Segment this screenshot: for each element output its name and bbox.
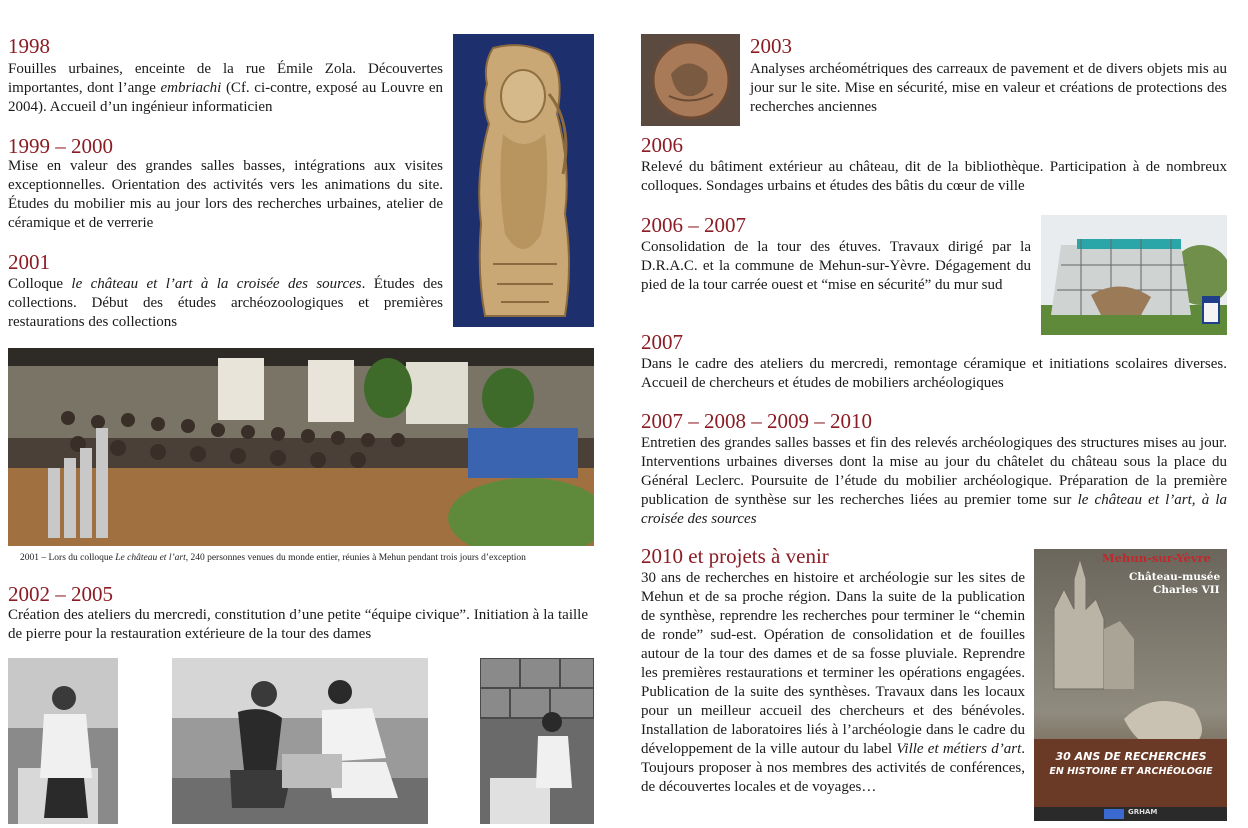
colloquium-photo	[8, 348, 594, 546]
stone-cutting-photo	[480, 658, 594, 824]
entry-text: Mise en valeur des grandes salles basses, intégrations aux visites exceptionnelles. Orientation des activités vers les animations du site. Études du mobilier mis au jour lors des recherches urbaines, atelier de céramique et de verrerie	[8, 158, 443, 231]
cover-museum: Château-musée	[1129, 571, 1221, 583]
angel-carving-photo	[453, 34, 594, 327]
entry-text: Consolidation de la tour des étuves. Travaux dirigé par la D.R.A.C. et la commune de Mehun-sur-Yèvre. Dégagement du pied de la tour carrée ouest et “mise en sécurité” du mur sud	[641, 239, 1031, 293]
cover-museum: Charles VII	[1153, 584, 1220, 596]
entry-text: Dans le cadre des ateliers du mercredi, remontage céramique et initiations scolaires diverses. Accueil de chercheurs et études de mobiliers archéologiques	[641, 356, 1227, 391]
year-heading: 2006 – 2007	[641, 213, 746, 237]
entry-text: 30 ans de recherches en histoire et archéologie sur les sites de Mehun et de sa proche région. Dans la suite de la publication de synthèse, reprendre les recherches pour terminer le “chemin de ronde” sud-est. Opération de consolidation et de fouilles autour de la tour des dames et de sa fosse pluviale. Reprendre les premières restaurations et terminer les opérations engagées. Publication de la suite des synthèses. Travaux dans les locaux pour un meilleur accueil des chercheurs et des bénévoles. Installation de laboratoires liés à l’archéologie dans le cadre du développement de la ville autour du label Ville et métiers d’art. Toujours proposer à nos membres des activités de conférences, de découvertes locales et de voyages…	[641, 570, 1025, 795]
year-heading: 2002 – 2005	[8, 582, 113, 606]
photo-caption: 2001 – Lors du colloque Le château et l’art, 240 personnes venues du monde entier, réunies à Mehun pendant trois jours d’exception	[20, 553, 526, 563]
year-heading: 2007	[641, 330, 683, 354]
year-heading: 2001	[8, 250, 50, 274]
stone-cutting-photo	[8, 658, 118, 824]
year-heading: 2007 – 2008 – 2009 – 2010	[641, 409, 872, 433]
entry-text: Analyses archéométriques des carreaux de pavement et de divers objets mis au jour sur le site. Mise en sécurité, mise en valeur et créations de protections des recherches anciennes	[750, 61, 1227, 115]
cover-headline: 30 ANS DE RECHERCHES	[1055, 750, 1207, 763]
cover-city: Mehun-sur-Yèvre	[1102, 551, 1211, 565]
entry-text: Fouilles urbaines, enceinte de la rue Émile Zola. Découvertes importantes, dont l’ange embriachi (Cf. ci-contre, exposé au Louvre en 2004). Accueil d’un ingénieur informaticien	[8, 61, 444, 115]
year-heading: 2003	[750, 34, 792, 58]
year-heading: 1998	[8, 34, 50, 58]
tower-works-photo	[1041, 215, 1227, 335]
year-heading: 2010 et projets à venir	[641, 544, 829, 568]
stone-cutting-photo	[172, 658, 428, 824]
year-heading: 2006	[641, 133, 683, 157]
entry-text: Création des ateliers du mercredi, constitution d’une petite “équipe civique”. Initiation à la taille de pierre pour la restauration extérieure de la tour des dames	[8, 607, 588, 642]
entry-text: Relevé du bâtiment extérieur au château, dit de la bibliothèque. Participation à de nombreux colloques. Sondages urbains et études des bâtis du cœur de ville	[641, 159, 1227, 194]
year-heading: 1999 – 2000	[8, 134, 113, 158]
entry-text: Entretien des grandes salles basses et fin des relevés archéologiques des structures mises au jour. Interventions urbaines diverses dont la mise au jour du châtelet du château sous la place du Général Leclerc. Poursuite de l’étude du mobilier archéologique. Préparation de la première publication de synthèse sur les recherches liées au premier tome sur le château et l’art, à la croisée des sources	[641, 435, 1227, 527]
cover-footer: GRHAM	[1128, 808, 1158, 816]
cover-headline: EN HISTOIRE ET ARCHÉOLOGIE	[1049, 766, 1213, 777]
floor-tile-photo	[641, 34, 740, 126]
entry-text: Colloque le château et l’art à la croisée des sources. Études des collections. Début des études archéozoologiques et premières restaurations des collections	[8, 276, 443, 330]
